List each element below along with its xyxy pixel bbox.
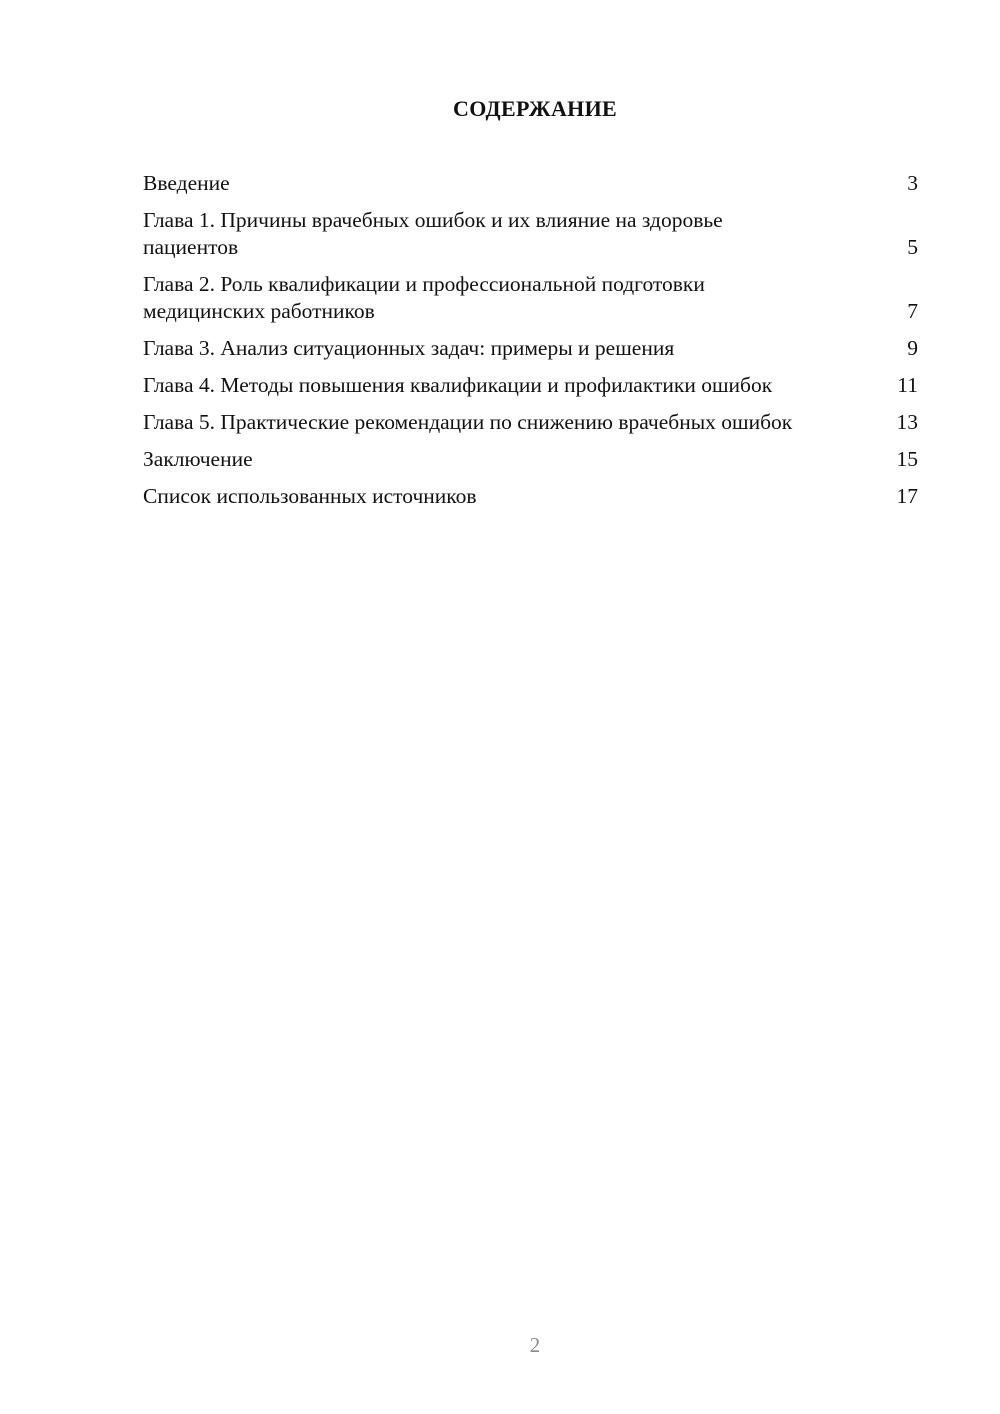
- toc-entry-title: Глава 1. Причины врачебных ошибок и их влияние на здоровье пациентов: [143, 208, 723, 259]
- table-of-contents: [143, 170, 918, 520]
- toc-entry-title: Список использованных источников: [143, 484, 477, 508]
- toc-entry-page: 13: [896, 410, 918, 434]
- toc-entry-page: 5: [907, 235, 918, 259]
- toc-entry-title: Глава 3. Анализ ситуационных задач: примеры и решения: [143, 336, 675, 360]
- toc-entry-page: 17: [896, 484, 918, 508]
- toc-entry-chapter-3[interactable]: [143, 335, 918, 362]
- toc-entry-chapter-1[interactable]: [143, 207, 918, 261]
- toc-entry-title: Глава 5. Практические рекомендации по снижению врачебных ошибок: [143, 410, 793, 434]
- toc-entry-title: Заключение: [143, 447, 253, 471]
- toc-entry-page: 11: [897, 373, 918, 397]
- toc-entry-page: 7: [907, 299, 918, 323]
- toc-entry-chapter-5[interactable]: [143, 409, 918, 436]
- toc-entry-title: Глава 4. Методы повышения квалификации и профилактики ошибок: [143, 373, 773, 397]
- toc-entry-chapter-4[interactable]: [143, 372, 918, 399]
- toc-heading: СОДЕРЖАНИЕ: [453, 96, 617, 121]
- toc-entry-title: Глава 2. Роль квалификации и профессиональной подготовки медицинских работников: [143, 272, 705, 323]
- toc-entry-conclusion[interactable]: [143, 446, 918, 473]
- toc-entry-page: 9: [907, 336, 918, 360]
- toc-entry-title: Введение: [143, 171, 230, 195]
- toc-entry-introduction[interactable]: [143, 170, 918, 197]
- toc-entry-chapter-2[interactable]: [143, 271, 918, 325]
- toc-entry-page: 3: [907, 171, 918, 195]
- toc-entry-page: 15: [896, 447, 918, 471]
- toc-entry-references[interactable]: [143, 483, 918, 510]
- page-number: 2: [529, 1333, 541, 1357]
